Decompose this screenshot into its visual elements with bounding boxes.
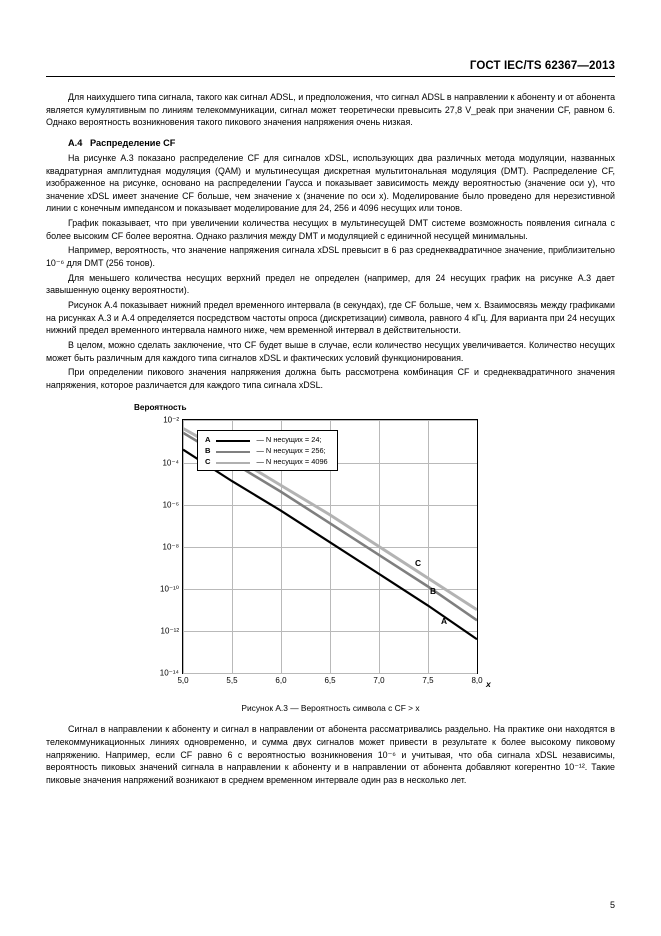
- legend-key-b: B: [205, 446, 211, 456]
- chart-legend: [197, 430, 338, 471]
- header-divider: [46, 76, 615, 77]
- y-tick-label: 10⁻¹⁰: [160, 584, 179, 594]
- clause-number: А.4: [68, 137, 83, 148]
- legend-label-c: — N несущих = 4096: [256, 456, 328, 466]
- paragraph-1-text: Для наихудшего типа сигнала, такого как сигнал ADSL, и предположения, что сигнал ADSL в направлении к абоненту и от абонента является кумулятивным по линиям телекоммуникации, сигнал может теоретически превысить 27,8 V_peak при значении CF, равном 6. Однако вероятность возникновения такого пикового значения напряжения очень низкая.: [46, 92, 615, 128]
- legend-swatch-a: [213, 434, 253, 445]
- x-axis-label: x: [486, 679, 491, 690]
- x-tick-label: 6,0: [275, 676, 287, 686]
- legend-key-c: C: [205, 457, 211, 467]
- y-tick-label: 10⁻⁸: [162, 542, 179, 552]
- paragraph-8: При определении пикового значения напряжения должна быть рассмотрена комбинация CF и среднеквадратичного значения напряжения, которое различается для каждого типа сигнала xDSL.: [46, 367, 615, 390]
- paragraph-5: Для меньшего количества несущих верхний предел не определен (например, для 24 несущих график на рисунке А.3 дает завышенную оценку вероятности).: [46, 272, 615, 296]
- curve-label-a: A: [441, 616, 448, 627]
- figure-a3: [46, 403, 615, 723]
- page-number: 5: [609, 900, 615, 910]
- legend-row: [202, 456, 331, 467]
- legend-label-b: — N несущих = 256;: [256, 445, 326, 455]
- y-tick-label: 10⁻⁴: [162, 458, 179, 468]
- clause-title: Распределение CF: [89, 137, 176, 148]
- page-header: ГОСТ IEC/TS 62367—2013: [469, 60, 615, 72]
- paragraph-9: Сигнал в направлении к абоненту и сигнал в направлении от абонента рассматривались раздельно. На практике они находятся в телекоммуникационных линиях одновременно, и сумма двух сигналов может привести в результате к более высокому пиковому напряжению. Например, если CF равно 6 с вероятностью возникновения 10⁻⁶ и учитывая, что оба сигнала xDSL независимы, вероятность пиковых значений сигнала в направлении к абоненту и в направлении от абонента добавляют когерентно 10⁻¹². Такие пиковые значения напряжений возникают в среднем временном интервале один раз в несколько лет.: [46, 724, 615, 786]
- paragraph-6: Рисунок А.4 показывает нижний предел временного интервала (в секундах), где CF больше, чем х. Взаимосвязь между графиками на рисунках А.3 и А.4 определяется посредством частоты опроса (дискретизации) символа, равного 4 кГц. Для варианта при 24 несущих нижний предел временного интервала намного ниже, чем временной интервал в действительности.: [46, 299, 615, 336]
- legend-row: [202, 445, 331, 456]
- legend-swatch-c: [213, 456, 253, 467]
- chart-container: [134, 403, 514, 703]
- y-tick-label: 10⁻¹⁴: [159, 668, 179, 678]
- y-tick-label: 10⁻⁶: [162, 500, 179, 510]
- x-tick-label: 6,5: [324, 676, 336, 686]
- paragraph-1: [46, 91, 615, 129]
- x-tick-label: 7,0: [373, 676, 385, 686]
- legend-swatch-b: [213, 445, 253, 456]
- legend-key-a: A: [205, 435, 211, 445]
- clause-heading: [46, 138, 615, 148]
- y-tick-label: 10⁻¹²: [160, 626, 179, 636]
- legend-row: [202, 434, 331, 445]
- x-tick-label: 5,5: [226, 676, 238, 686]
- curve-label-c: C: [415, 558, 422, 569]
- gridline-h: [183, 673, 477, 674]
- paragraph-7: В целом, можно сделать заключение, что CF будет выше в случае, если количество несущих увеличивается. Количество несущих может быть различным для каждого типа сигналов xDSL и фактических условий функционирования.: [46, 339, 615, 363]
- x-tick-label: 7,5: [422, 676, 434, 686]
- figure-caption: Рисунок А.3 — Вероятность символа с CF > x: [241, 703, 420, 714]
- x-tick-label: 5,0: [177, 676, 189, 686]
- y-axis-label: Вероятность: [134, 403, 187, 413]
- series-a-line: [183, 450, 477, 640]
- plot-area: [159, 415, 483, 686]
- curve-label-b: B: [430, 586, 437, 597]
- paragraph-2: На рисунке А.3 показано распределение CF для сигналов xDSL, использующих два различных метода модуляции, названных квадратурная амплитудная модуляция (QAM) и мультинесущая дискретная мультитональная модуляция (DMT). Распределение CF, изображенное на рисунке, основано на распределении Гаусса и показывает зависимость между вероятностью (значение оси у), что значение xDSL имеет значение CF больше, чем значение х (значение по оси х). Моделирование было проведено для нерезистивной линии с конечным импедансом и показывает моделирование для 24, 256 и 4096 несущих или тонов.: [46, 152, 615, 214]
- paragraph-3: График показывает, что при увеличении количества несущих в мультинесущей DMT системе возможность появления сигнала с более высоким CF более вероятна. Однако различия между DMT и модуляцией с единичной несущей минимальны.: [46, 218, 615, 241]
- y-tick-label: 10⁻²: [163, 415, 179, 425]
- post-figure-text: [46, 723, 615, 786]
- paragraph-4: Например, вероятность, что значение напряжения сигнала xDSL превысит в 6 раз среднеквадратичное значение, приблизительно 10⁻⁶ для DMT (256 тонов).: [46, 245, 615, 269]
- x-tick-label: 8,0: [471, 676, 483, 686]
- legend-label-a: — N несущих = 24;: [256, 434, 322, 444]
